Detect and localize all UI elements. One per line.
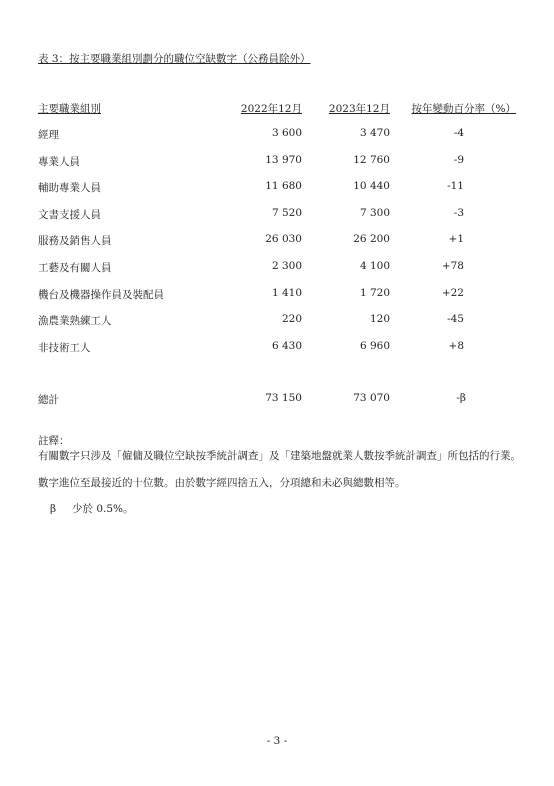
row-name: 專業人員	[38, 156, 80, 168]
row-change: +8	[448, 340, 464, 352]
row-dec-2022: 26 030	[265, 233, 302, 245]
table-row	[0, 154, 554, 170]
page-number: - 3 -	[266, 735, 288, 747]
table-row	[0, 313, 554, 329]
row-dec-2023: 7 300	[359, 207, 390, 219]
table-row	[0, 207, 554, 223]
header-dec-2023: 2023年12月	[328, 103, 390, 115]
total-change: -β	[456, 392, 466, 404]
row-dec-2022: 3 600	[271, 127, 302, 139]
beta-symbol: β	[50, 503, 57, 515]
notes-line-1: 有關數字只涉及「僱傭及職位空缺按季統計調查」及「建築地盤就業人數按季統計調查」所包括的行業。	[38, 450, 521, 462]
table-title: 表 3：按主要職業組別劃分的職位空缺數字（公務員除外）	[38, 53, 311, 65]
row-change: -9	[453, 154, 464, 166]
row-dec-2022: 1 410	[271, 287, 302, 299]
notes-line-2: 數字進位至最接近的十位數。由於數字經四捨五入，分項總和未必與總數相等。	[38, 477, 406, 489]
table-row	[0, 180, 554, 196]
row-dec-2023: 10 440	[353, 180, 390, 192]
row-dec-2022: 6 430	[271, 340, 302, 352]
total-row	[0, 392, 554, 408]
row-dec-2022: 11 680	[265, 180, 302, 192]
row-name: 工藝及有關人員	[38, 262, 112, 274]
beta-footnote	[50, 501, 134, 516]
row-dec-2022: 7 520	[271, 207, 302, 219]
table-row	[0, 260, 554, 276]
row-dec-2022: 2 300	[271, 260, 302, 272]
notes-label: 註釋：	[38, 435, 70, 447]
row-change: -3	[453, 207, 464, 219]
row-change: -4	[453, 127, 464, 139]
row-change: +78	[441, 260, 464, 272]
row-dec-2022: 13 970	[265, 154, 302, 166]
row-name: 漁農業熟練工人	[38, 315, 112, 327]
header-yoy-change: 按年變動百分率（%）	[411, 103, 516, 115]
row-name: 機台及機器操作員及裝配員	[38, 289, 164, 301]
row-dec-2023: 12 760	[353, 154, 390, 166]
row-change: +1	[448, 233, 464, 245]
row-change: +22	[441, 287, 464, 299]
row-name: 經理	[38, 129, 59, 141]
row-dec-2023: 4 100	[359, 260, 390, 272]
table-row	[0, 287, 554, 303]
row-change: -45	[447, 313, 464, 325]
header-occupation-group: 主要職業組別	[38, 103, 101, 115]
table-row	[0, 340, 554, 356]
row-dec-2023: 120	[369, 313, 390, 325]
row-name: 輔助專業人員	[38, 182, 101, 194]
total-dec-2022: 73 150	[265, 392, 302, 404]
row-dec-2023: 26 200	[353, 233, 390, 245]
row-change: -11	[447, 180, 464, 192]
table-row	[0, 127, 554, 143]
row-dec-2022: 220	[281, 313, 302, 325]
row-name: 非技術工人	[38, 342, 91, 354]
header-dec-2022: 2022年12月	[240, 103, 302, 115]
total-label: 總計	[38, 394, 59, 406]
beta-text: 少於 0.5%。	[72, 503, 134, 515]
row-name: 服務及銷售人員	[38, 235, 112, 247]
row-dec-2023: 1 720	[359, 287, 390, 299]
total-dec-2023: 73 070	[353, 392, 390, 404]
row-dec-2023: 6 960	[359, 340, 390, 352]
table-row	[0, 233, 554, 249]
row-dec-2023: 3 470	[359, 127, 390, 139]
row-name: 文書支援人員	[38, 209, 101, 221]
